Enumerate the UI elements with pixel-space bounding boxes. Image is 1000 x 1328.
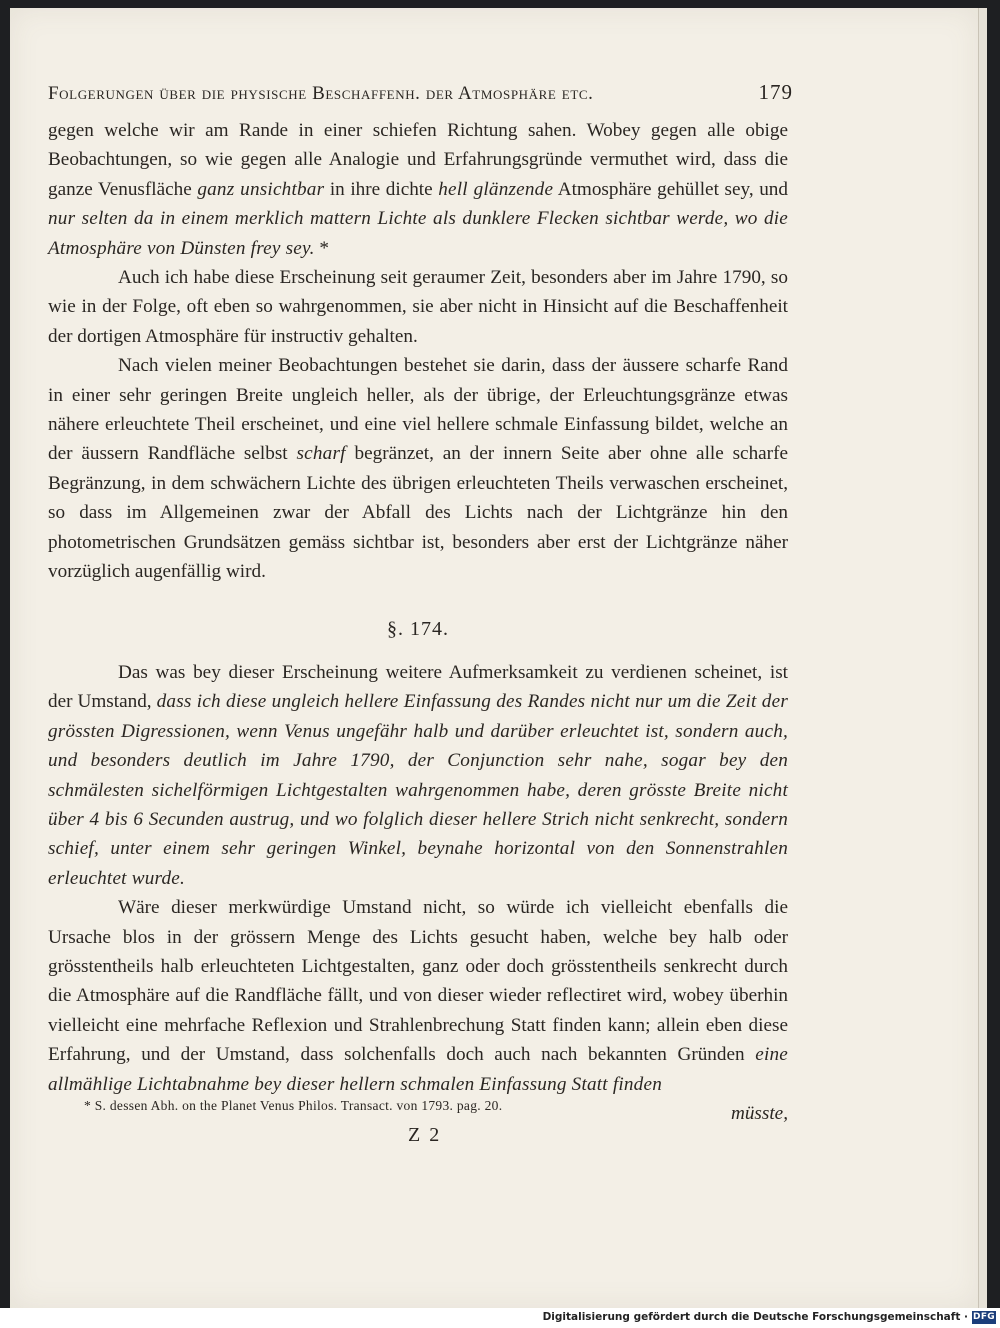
paragraph-2: Auch ich habe diese Erscheinung seit geraumer Zeit, besonders aber im Jahre 1790, so wie in der Folge, oft eben so wahrgenommen, sie aber nicht in Hinsicht auf die Beschaffenheit der dortigen Atmosphäre für instructiv gehalten. xyxy=(48,267,788,347)
paragraph-1-text-2: in ihre dichte xyxy=(324,178,439,200)
paragraph-5-italic-1: eine allmählige Lichtabnahme bey dieser hellern schmalen Einfassung Statt finden xyxy=(48,1044,788,1095)
paragraph-1-italic-2: hell glänzende xyxy=(438,178,554,200)
body-text xyxy=(48,116,788,1128)
catchword: müsste, xyxy=(730,1103,788,1124)
paragraph-1-italic-1: ganz unsichtbar xyxy=(197,178,325,200)
dfg-logo-icon: DFG xyxy=(973,1312,995,1322)
paragraph-4-italic-1: dass ich diese ungleich hellere Einfassung des Randes nicht nur um die Zeit der grössten Digressionen, wenn Venus ungefähr halb und darüber erleuchtet ist, sondern auch, und besonders deutlich im Jahre 1790, der Conjunction sehr nahe, sogar bey den schmälesten sichelförmigen Lichtgestalten wahrgenommen habe, deren grösste Breite nicht über 4 bis 6 Secunden austrug, und wo folglich dieser hellere Strich nicht senkrecht, sondern schief, unter einem sehr geringen Winkel, beynahe horizontal von den Sonnenstrahlen erleuchtet wurde. xyxy=(48,691,788,889)
paragraph-1-text-3: Atmosphäre gehüllet sey, und xyxy=(553,178,788,200)
paragraph-4-text-1: Das was bey dieser Erscheinung weitere Aufmerksamkeit zu verdienen scheinet, ist der Umstand, xyxy=(48,661,788,713)
page-number: 179 xyxy=(758,80,793,104)
paragraph-1 xyxy=(48,116,788,263)
credit-text: Digitalisierung gefördert durch die Deutsche Forschungsgemeinschaft · xyxy=(542,1311,968,1323)
paragraph-5 xyxy=(48,893,788,1099)
paragraph-5-text-1: Wäre dieser merkwürdige Umstand nicht, so würde ich vielleicht ebenfalls die Ursache blos in der grössern Menge des Lichts gesucht haben, welche bey halb oder grösstentheils halb erleuchteten Lichtgestalten, ganz oder doch grösstentheils senkrecht durch die Atmosphäre auf die Randfläche fällt, und von dieser wieder reflectiret wird, wobey überhin vielleicht eine mehrfache Reflexion und Strahlenbrechung Statt finden kann; allein eben diese Erfahrung, und der Umstand, dass solchenfalls doch auch nach bekannten Gründen xyxy=(48,897,788,1066)
footnote-marker: * xyxy=(314,237,330,259)
paragraph-1-text-1: gegen welche wir am Rande in einer schiefen Richtung sahen. Wobey gegen alle obige Beobachtungen, so wie gegen alle Analogie und Erfahrungsgründe vermuthet wird, dass die ganze Venusfläche xyxy=(48,120,788,200)
running-title: Folgerungen über die physische Beschaffenh. der Atmosphäre etc. xyxy=(48,83,594,104)
paragraph-3 xyxy=(48,351,788,586)
running-head xyxy=(48,80,793,105)
signature-mark: Z 2 xyxy=(408,1124,442,1146)
paragraph-3-italic-1: scharf xyxy=(296,443,346,465)
section-heading: §. 174. xyxy=(387,617,449,640)
paragraph-3-text-1: Nach vielen meiner Beobachtungen bestehet sie darin, dass der äussere scharfe Rand in einer sehr geringen Breite ungleich heller, als der übrige, der Erleuchtungsgränze etwas nähere erleuchtete Theil erscheinet, und eine viel hellere schmale Einfassung bildet, welche an der äussern Randfläche selbst xyxy=(48,355,788,465)
credit-bar xyxy=(0,1308,1000,1328)
page-edge xyxy=(978,8,987,1308)
paragraph-4 xyxy=(48,658,788,893)
paragraph-3-text-2: begränzet, an der innern Seite aber ohne alle scharfe Begränzung, in dem schwächern Lichte des übrigen erleuchteten Theils verwaschen erscheinet, so dass im Allgemeinen zwar der Abfall des Lichts nach der Lichtgränze hin den photometrischen Grundsätzen gemäss sichtbar ist, besonders aber erst der Lichtgränze näher vorzüglich augenfällig wird. xyxy=(48,443,788,583)
paragraph-1-italic-3: nur selten da in einem merklich mattern Lichte als dunklere Flecken sichtbar werde, wo die Atmosphäre von Dünsten frey sey. xyxy=(48,208,788,259)
footnote: * S. dessen Abh. on the Planet Venus Philos. Transact. von 1793. pag. 20. xyxy=(84,1098,503,1113)
